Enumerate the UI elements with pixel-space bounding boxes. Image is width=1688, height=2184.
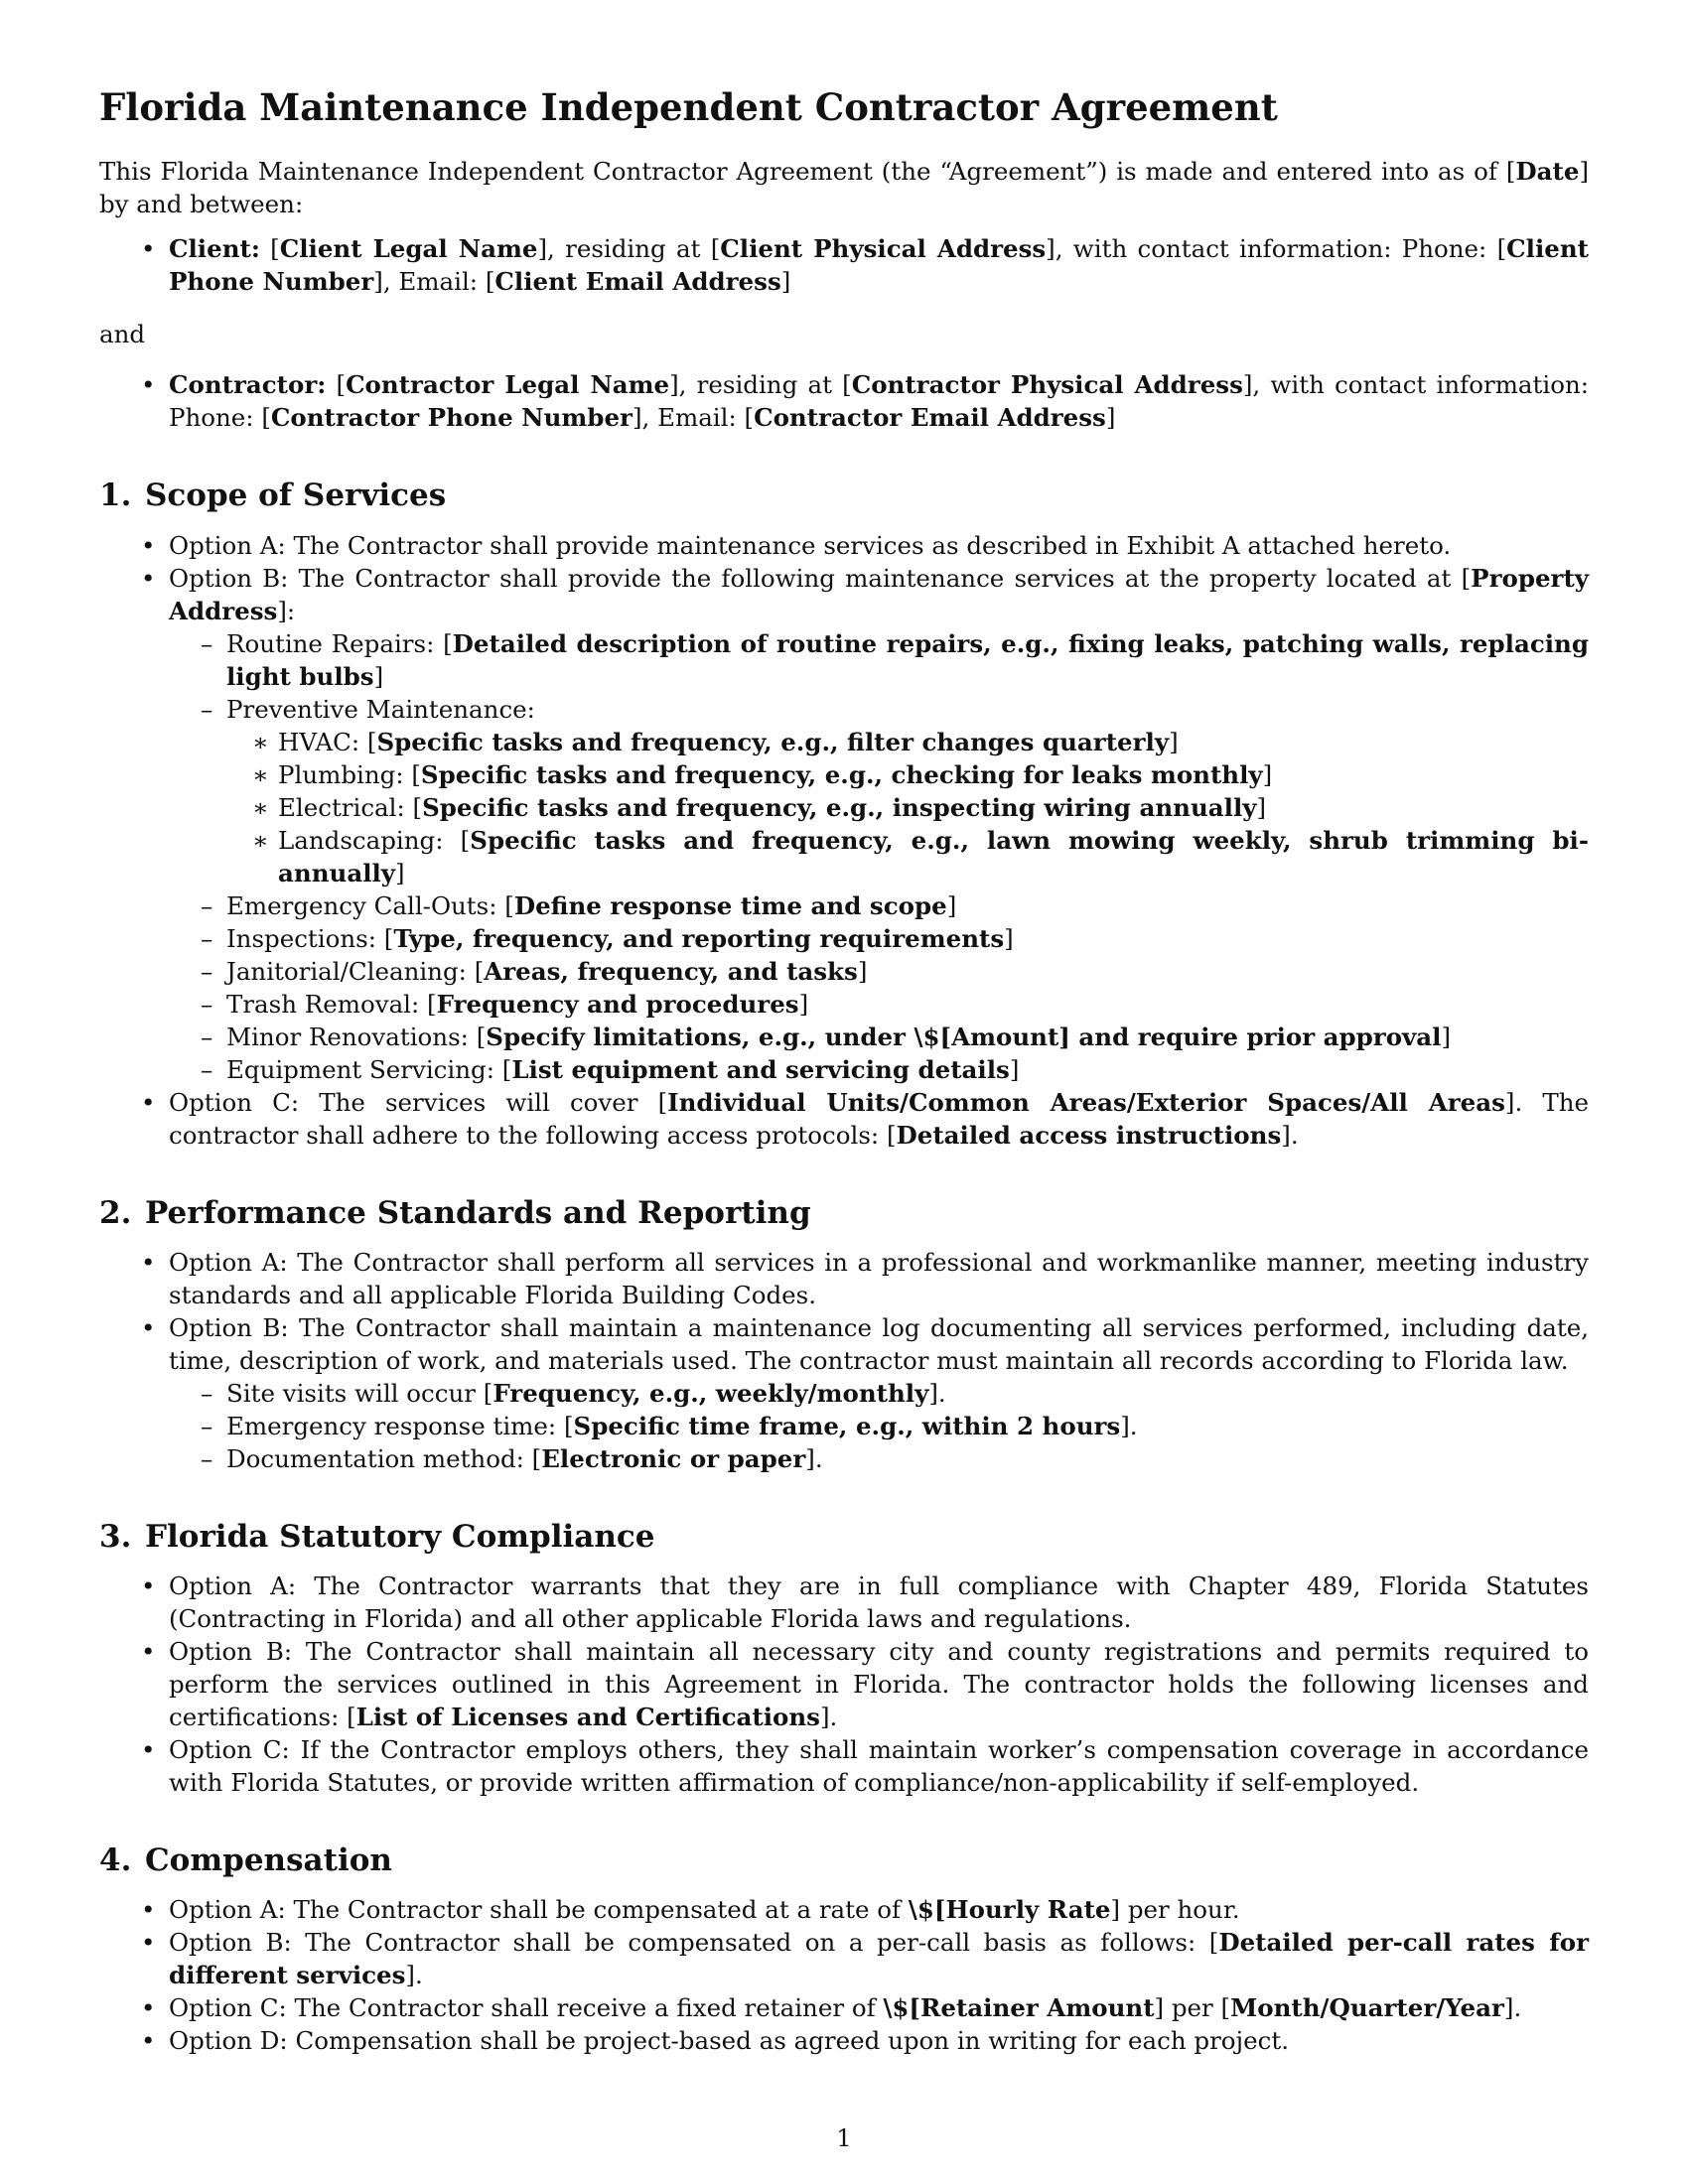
compliance-options-list: [99, 1570, 1589, 1799]
text: ].: [928, 1378, 946, 1408]
text: ]: [1009, 1054, 1020, 1084]
intro-paragraph: [99, 155, 1589, 220]
performance-option-b: [99, 1311, 1589, 1475]
scope-option-a: • Option A: The Contractor shall provide maintenance services as described in Exhibit A attached hereto.: [99, 529, 1589, 562]
placeholder: Type, frequency, and reporting requirements: [393, 923, 1005, 953]
placeholder: Frequency and procedures: [436, 989, 799, 1019]
text: ]: [1441, 1022, 1452, 1051]
text: Site visits will occur [: [226, 1378, 493, 1408]
text: Option B: The Contractor shall maintain a maintenance log documenting all services performed, including date, time, description of work, and materials used. The contractor must maintain all records according to Florida law.: [169, 1312, 1589, 1375]
compensation-option-d: • Option D: Compensation shall be project-based as agreed upon in writing for each project.: [99, 2024, 1589, 2057]
section-number: 4.: [99, 1842, 132, 1878]
text: Emergency response time: [: [226, 1411, 574, 1440]
text: Emergency Call-Outs: [: [226, 890, 514, 920]
text: ], residing at [: [537, 234, 721, 264]
text: HVAC: [: [278, 727, 377, 756]
text: Documentation method: [: [226, 1443, 542, 1473]
text: Preventive Maintenance:: [226, 694, 535, 724]
client-label: Client:: [169, 234, 260, 264]
text: Option B: The Contractor shall maintain all necessary city and county registrations and permits required to perform the services outlined in this Agreement in Florida. The contractor holds the following licenses and certifications: [: [169, 1636, 1589, 1731]
placeholder: Detailed per-call rates for different services: [169, 1928, 1590, 1990]
preventive-hvac: [226, 726, 1589, 758]
service-janitorial: [169, 955, 1589, 988]
compliance-option-a: • Option A: The Contractor warrants that they are in full compliance with Chapter 489, Florida Statutes (Contracting in Florida) and all other applicable Florida laws and regulations.: [99, 1570, 1589, 1635]
text: ]: [1256, 792, 1267, 822]
intro-text-end: ] by and between:: [99, 157, 1589, 219]
compliance-option-b: [99, 1635, 1589, 1733]
text: [: [326, 370, 347, 400]
text: ]: [1169, 727, 1179, 756]
service-minor-renovations: [169, 1021, 1589, 1053]
placeholder: Specific tasks and frequency, e.g., lawn mowing weekly, shrub trimming bi-annually: [278, 825, 1589, 887]
scope-option-b: [99, 562, 1589, 1086]
document-page: [99, 85, 1589, 2057]
reporting-site-visits: [169, 1377, 1589, 1410]
page-number: 1: [836, 2124, 852, 2152]
document-title: Florida Maintenance Independent Contractor Agreement: [99, 85, 1278, 129]
text: Equipment Servicing: [: [226, 1054, 512, 1084]
section-number: 2.: [99, 1194, 132, 1231]
section-number: 1.: [99, 478, 132, 514]
placeholder: Month/Quarter/Year: [1230, 1993, 1504, 2023]
client-address-placeholder: Client Physical Address: [720, 234, 1047, 264]
placeholder: Specific time frame, e.g., within 2 hours: [573, 1411, 1121, 1440]
text: [: [259, 234, 280, 264]
placeholder: Specific tasks and frequency, e.g., inspecting wiring annually: [422, 792, 1257, 822]
client-party-list: [99, 232, 1589, 298]
placeholder: Detailed access instructions: [896, 1120, 1282, 1150]
reporting-documentation: [169, 1442, 1589, 1475]
service-routine-repairs: [169, 627, 1589, 693]
placeholder: Specific tasks and frequency, e.g., checking for leaks monthly: [420, 759, 1263, 789]
placeholder: Detailed description of routine repairs, e.g., fixing leaks, patching walls, replacing light bulbs: [226, 628, 1589, 691]
service-equipment-servicing: [169, 1053, 1589, 1086]
service-emergency-callouts: [169, 889, 1589, 922]
text: Option C: The services will cover [: [169, 1087, 668, 1117]
service-trash-removal: [169, 988, 1589, 1021]
text: ], with contact information: Phone: [: [169, 370, 1589, 433]
and-text: and: [99, 320, 146, 349]
intro-text: This Florida Maintenance Independent Contractor Agreement (the “Agreement”) is made and entered into as of [: [99, 157, 1516, 187]
placeholder: Individual Units/Common Areas/Exterior Spaces/All Areas: [667, 1087, 1505, 1117]
placeholder: Areas, frequency, and tasks: [484, 956, 858, 986]
text: Electrical: [: [278, 792, 423, 822]
placeholder: Specific tasks and frequency, e.g., filter changes quarterly: [376, 727, 1170, 756]
section-title: Compensation: [145, 1842, 392, 1878]
text: ], Email: [: [632, 403, 755, 433]
placeholder: List of Licenses and Certifications: [355, 1702, 820, 1731]
text: ].: [819, 1702, 838, 1731]
performance-options-list: [99, 1246, 1589, 1475]
text: Routine Repairs: [: [226, 628, 453, 658]
section-number: 3.: [99, 1518, 132, 1555]
contractor-name-placeholder: Contractor Legal Name: [346, 370, 670, 400]
text: ]: [798, 989, 809, 1019]
text: Inspections: [: [226, 923, 394, 953]
performance-option-a: • Option A: The Contractor shall perform all services in a professional and workmanlike manner, meeting industry standards and all applicable Florida Building Codes.: [99, 1246, 1589, 1311]
placeholder: Frequency, e.g., weekly/monthly: [492, 1378, 929, 1408]
text: ]: [395, 858, 405, 887]
text: ].: [405, 1961, 423, 1990]
text: ]: [946, 890, 957, 920]
placeholder: List equipment and servicing details: [511, 1054, 1010, 1084]
section-heading-compensation: [99, 1843, 1589, 1879]
text: Landscaping: [: [278, 825, 471, 855]
placeholder: Define response time and scope: [513, 890, 947, 920]
text: ], with contact information: Phone: [: [1046, 234, 1507, 264]
text: Janitorial/Cleaning: [: [226, 956, 485, 986]
placeholder: Electronic or paper: [541, 1443, 806, 1473]
compliance-option-c: • Option C: If the Contractor employs others, they shall maintain worker’s compensation coverage in accordance with Florida Statutes, or provide written affirmation of compliance/non-applicability if self-employed.: [99, 1733, 1589, 1799]
text: ] per hour.: [1110, 1895, 1240, 1925]
service-inspections: [169, 922, 1589, 955]
contractor-party-item: [99, 368, 1589, 434]
text: ].: [1120, 1411, 1138, 1440]
text: ].: [805, 1443, 823, 1473]
preventive-landscaping: [226, 824, 1589, 889]
client-name-placeholder: Client Legal Name: [279, 234, 538, 264]
section-heading-performance: [99, 1195, 1589, 1232]
service-preventive-maintenance: [169, 693, 1589, 889]
text: ]:: [277, 596, 296, 625]
reporting-emergency-response: [169, 1410, 1589, 1442]
client-phone-placeholder: Client Phone Number: [169, 234, 1589, 297]
date-placeholder: Date: [1515, 157, 1580, 187]
compensation-option-c: [99, 1991, 1589, 2024]
contractor-address-placeholder: Contractor Physical Address: [851, 370, 1243, 400]
contractor-label: Contractor:: [169, 370, 327, 400]
property-address-placeholder: Property Address: [169, 563, 1589, 625]
text: Option A: The Contractor shall be compensated at a rate of: [169, 1895, 909, 1925]
text: Minor Renovations: [: [226, 1022, 487, 1051]
placeholder: Specify limitations, e.g., under \$[Amount] and require prior approval: [486, 1022, 1442, 1051]
section-title: Florida Statutory Compliance: [145, 1518, 655, 1555]
section-heading-compliance: [99, 1519, 1589, 1556]
text: ]. The contractor shall adhere to the following access protocols: [: [169, 1087, 1589, 1150]
scope-options-list: [99, 529, 1589, 1152]
text: ].: [1281, 1120, 1299, 1150]
placeholder: \$[Retainer Amount: [883, 1993, 1155, 2023]
text: Option B: The Contractor shall provide the following maintenance services at the property located at [: [169, 563, 1472, 593]
text: Plumbing: [: [278, 759, 421, 789]
reporting-list: [169, 1377, 1589, 1475]
section-heading-scope: [99, 478, 1589, 514]
client-email-placeholder: Client Email Address: [494, 267, 781, 297]
text: ]: [857, 956, 868, 986]
client-party-item: [99, 232, 1589, 298]
section-title: Scope of Services: [145, 478, 447, 514]
text: ]: [1004, 923, 1014, 953]
text: ]: [1105, 403, 1116, 433]
text: ]: [373, 661, 384, 691]
contractor-email-placeholder: Contractor Email Address: [754, 403, 1106, 433]
services-list: [169, 627, 1589, 1086]
section-title: Performance Standards and Reporting: [145, 1194, 811, 1231]
contractor-party-list: [99, 368, 1589, 434]
text: Option B: The Contractor shall be compensated on a per-call basis as follows: [: [169, 1928, 1219, 1958]
text: ].: [1503, 1993, 1522, 2023]
text: ]: [1262, 759, 1273, 789]
text: ], residing at [: [669, 370, 852, 400]
text: ], Email: [: [373, 267, 495, 297]
text: ]: [780, 267, 791, 297]
preventive-electrical: [226, 791, 1589, 824]
text: ] per [: [1154, 1993, 1231, 2023]
preventive-list: [226, 726, 1589, 889]
text: Option C: The Contractor shall receive a fixed retainer of: [169, 1993, 884, 2023]
preventive-plumbing: [226, 758, 1589, 791]
scope-option-c: [99, 1086, 1589, 1152]
contractor-phone-placeholder: Contractor Phone Number: [270, 403, 633, 433]
compensation-option-b: [99, 1926, 1589, 1991]
compensation-options-list: [99, 1893, 1589, 2057]
text: Trash Removal: [: [226, 989, 437, 1019]
compensation-option-a: [99, 1893, 1589, 1926]
placeholder: \$[Hourly Rate: [908, 1895, 1111, 1925]
